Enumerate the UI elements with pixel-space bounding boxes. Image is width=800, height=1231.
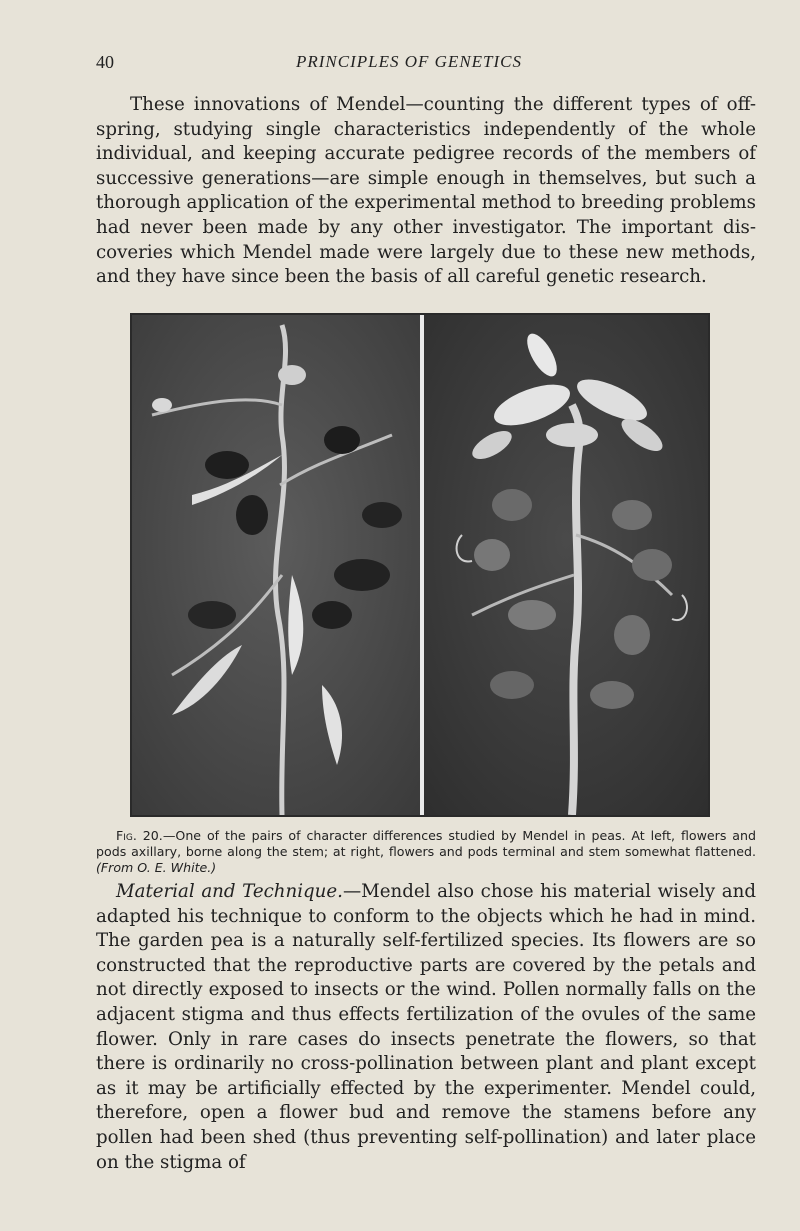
figure-label: Fig. 20. [116, 828, 163, 843]
right-panel-terminal [424, 315, 708, 815]
left-panel-axillary [132, 315, 420, 815]
pea-plant-photograph [130, 313, 710, 817]
running-title: PRINCIPLES OF GENETICS [296, 52, 522, 71]
figure-caption-text: —One of the pairs of character differences studied by Mendel in peas. At left, flowers and pods axillary, borne along the stem; at right, flowers and pods terminal and stem somewhat flattened. [96, 828, 756, 859]
section-heading: Material and Technique. [116, 881, 343, 902]
paragraph-innovations: These innovations of Mendel—counting the different types of off-spring, studying single characteristics independently of the whole individual, and keeping accurate pedigree records of the members of successive generations—are simple enough in themselves, but such a thorough application of the experimental method to breeding problems had never been made by any other investigator. The important dis-coveries which Mendel made were largely due to these new methods, and they have since been the basis of all careful genetic research. [96, 94, 756, 288]
page-number: 40 [96, 52, 114, 72]
figure-caption [96, 828, 756, 876]
paragraph-material-technique [96, 880, 756, 1175]
figure-credit: (From O. E. White.) [96, 860, 217, 875]
paragraph-material-technique-body: —Mendel also chose his material wisely and adapted his technique to conform to the objects which he had in mind. The garden pea is a naturally self-fertilized species. Its flowers are so constructed that the reproductive parts are covered by the petals and not directly exposed to insects or the wind. Pollen normally falls on the adjacent stigma and thus effects fertilization of the ovules of the same flower. Only in rare cases do insects penetrate the flowers, so that there is ordinarily no cross-pollination between plant and plant except as it may be artificially effected by the experimenter. Mendel could, therefore, open a flower bud and remove the stamens before any pollen had been shed (thus preventing self-pollination) and later place on the stigma of [96, 881, 756, 1173]
page-header [96, 52, 756, 76]
pea-plants-illustration [132, 315, 708, 815]
